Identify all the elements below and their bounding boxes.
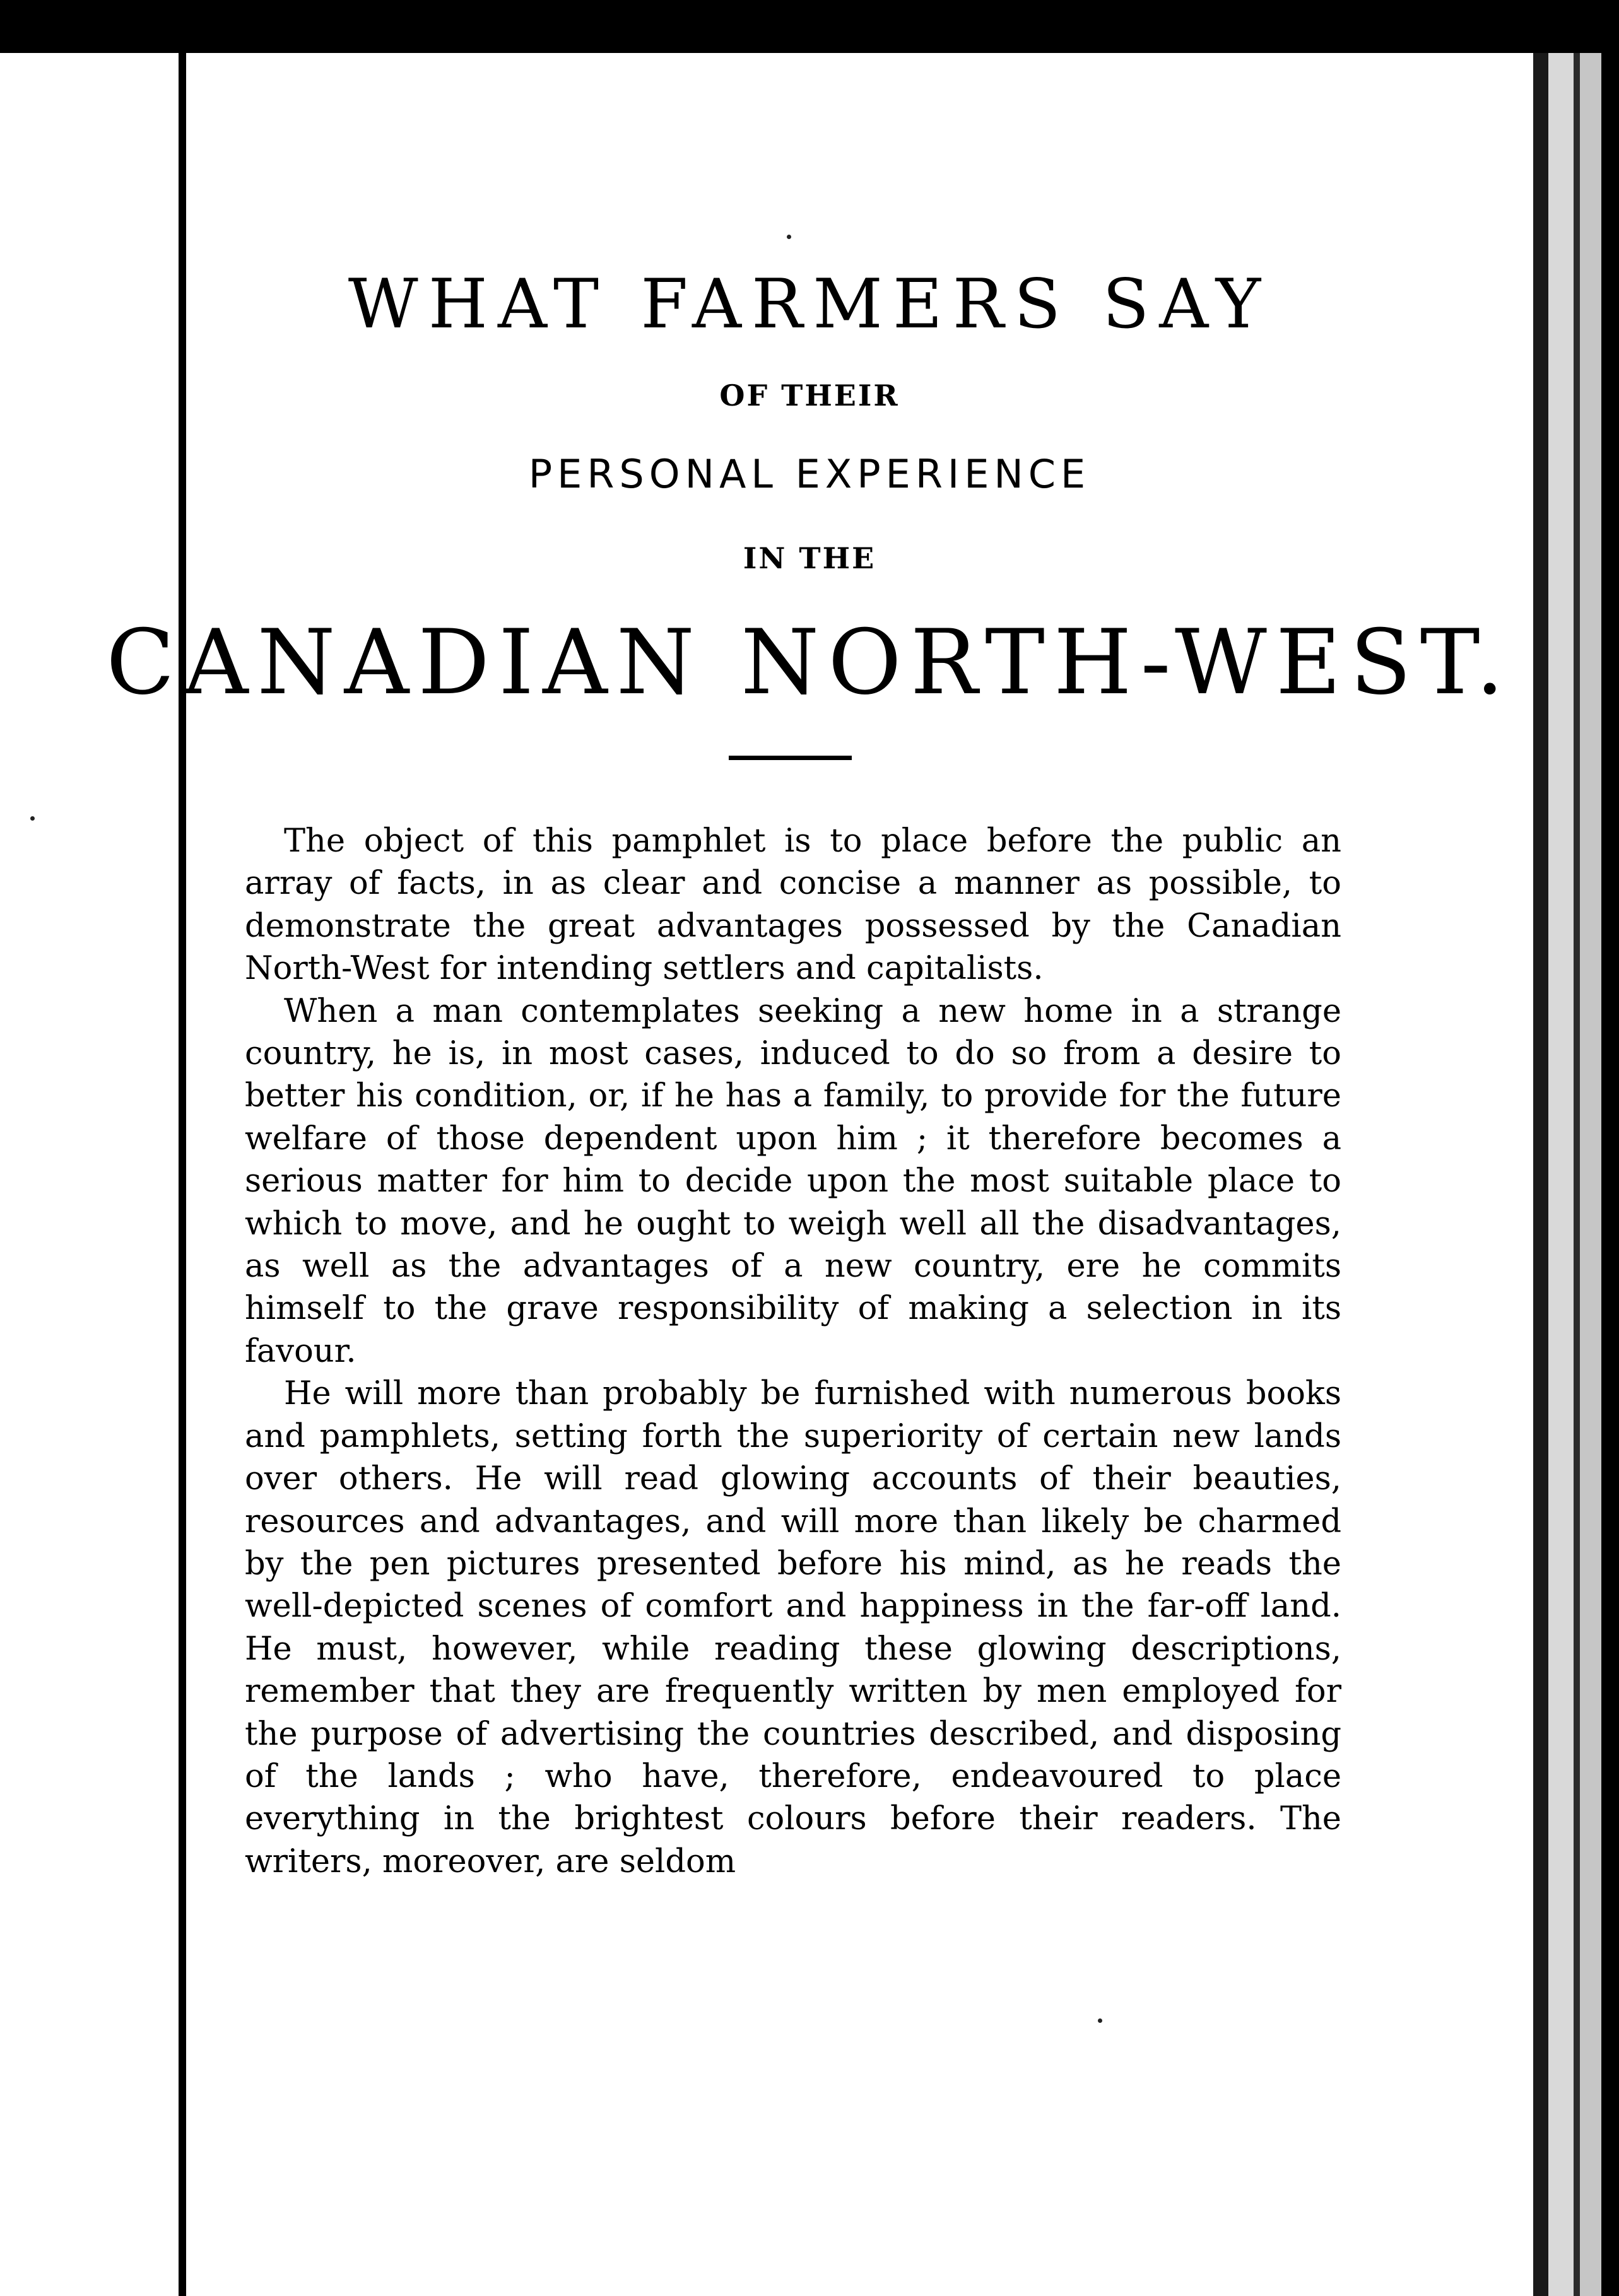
paragraph: When a man contemplates seeking a new home in a strange country, he is, in most cases, induced to do so from a desire to better his condition, or, if he has a family, to provide for the future welfare of those dependent upon him ; it therefore becomes a serious matter for him to decide upon the most suitable place to which to move, and he ought to weigh well all the disadvantages, as well as the advantages of a new country, ere he commits himself to the grave responsibility of making a selection in its favour. (245, 992, 1341, 1370)
ink-speck (30, 816, 35, 821)
title-rule (729, 756, 852, 760)
title-of-their: OF THEIR (719, 378, 900, 413)
title-personal-experience: PERSONAL EXPERIENCE (528, 451, 1091, 497)
paragraph: The object of this pamphlet is to place before the public an array of facts, in as clear and concise a manner as possible, to demonstrate the great advantages possessed by the Canadian North-West for intending settlers and capitalists. (245, 823, 1341, 988)
title-in-the: IN THE (743, 541, 876, 575)
ink-speck (1098, 2018, 1102, 2023)
title-canadian-north-west: CANADIAN NORTH-WEST. (106, 611, 1513, 715)
title-what-farmers-say: WHAT FARMERS SAY (348, 265, 1271, 344)
scan-border-top (0, 0, 1619, 53)
ink-speck (787, 235, 791, 239)
body-text (245, 820, 1341, 1883)
paragraph: He will more than probably be furnished with numerous books and pamphlets, setting forth the superiority of certain new lands over others. He will read glowing accounts of their beauties, resources and advantages, and will more than likely be charmed by the pen pictures presented before his mind, as he reads the well-depicted scenes of comfort and happiness in the far-off land. He must, however, while reading these glowing descriptions, remember that they are frequently written by men employed for the purpose of advertising the countries described, and disposing of the lands ; who have, therefore, endeavoured to place everything in the brightest colours before their readers. The writers, moreover, are seldom (245, 1375, 1341, 1880)
